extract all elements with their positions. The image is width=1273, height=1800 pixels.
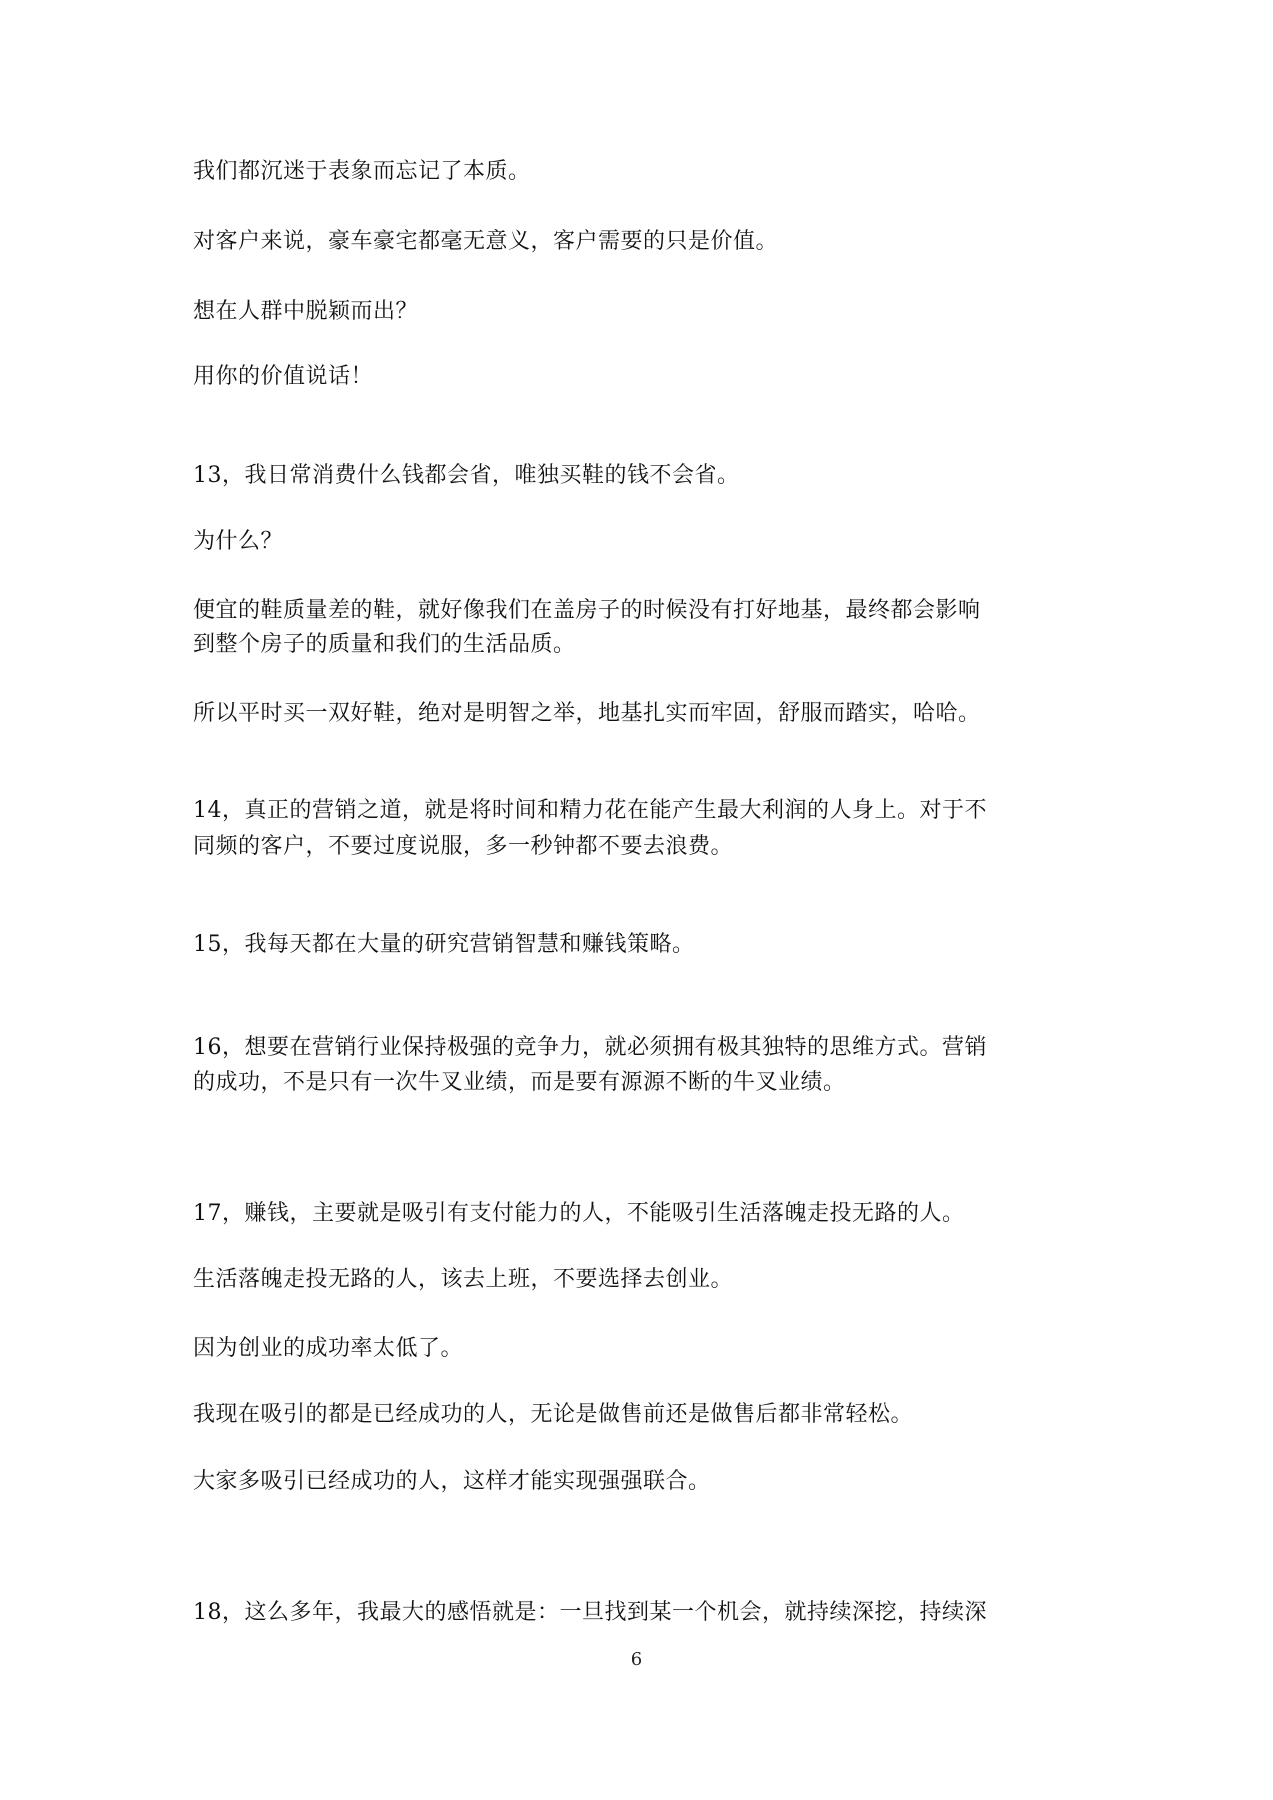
text-line: 便宜的鞋质量差的鞋，就好像我们在盖房子的时候没有打好地基，最终都会影响 [193, 598, 981, 623]
text-line: 18，这么多年，我最大的感悟就是：一旦找到某一个机会，就持续深挖，持续深 [193, 1600, 987, 1625]
text-line: 我现在吸引的都是已经成功的人，无论是做售前还是做售后都非常轻松。 [193, 1402, 914, 1427]
text-line: 13，我日常消费什么钱都会省，唯独买鞋的钱不会省。 [193, 463, 740, 488]
text-line: 因为创业的成功率太低了。 [193, 1336, 464, 1361]
page-number: 6 [630, 1649, 643, 1670]
text-line: 14，真正的营销之道，就是将时间和精力花在能产生最大利润的人身上。对于不 [193, 798, 987, 823]
text-line: 17，赚钱，主要就是吸引有支付能力的人，不能吸引生活落魄走投无路的人。 [193, 1201, 965, 1226]
text-line: 所以平时买一双好鞋，绝对是明智之举，地基扎实而牢固，舒服而踏实，哈哈。 [193, 701, 981, 726]
text-line: 为什么？ [193, 529, 284, 554]
text-line: 用你的价值说话！ [193, 364, 374, 389]
text-line: 大家多吸引已经成功的人，这样才能实现强强联合。 [193, 1469, 711, 1494]
text-line: 到整个房子的质量和我们的生活品质。 [193, 632, 576, 657]
text-line: 想在人群中脱颖而出？ [193, 299, 419, 324]
text-line: 15，我每天都在大量的研究营销智慧和赚钱策略。 [193, 932, 695, 957]
text-line: 的成功，不是只有一次牛叉业绩，而是要有源源不断的牛叉业绩。 [193, 1070, 846, 1095]
text-line: 同频的客户，不要过度说服，多一秒钟都不要去浪费。 [193, 834, 734, 859]
text-line: 生活落魄走投无路的人，该去上班，不要选择去创业。 [193, 1267, 734, 1292]
text-line: 对客户来说，豪车豪宅都毫无意义，客户需要的只是价值。 [193, 229, 779, 254]
text-line: 16，想要在营销行业保持极强的竞争力，就必须拥有极其独特的思维方式。营销 [193, 1035, 987, 1060]
text-line: 我们都沉迷于表象而忘记了本质。 [193, 159, 531, 184]
